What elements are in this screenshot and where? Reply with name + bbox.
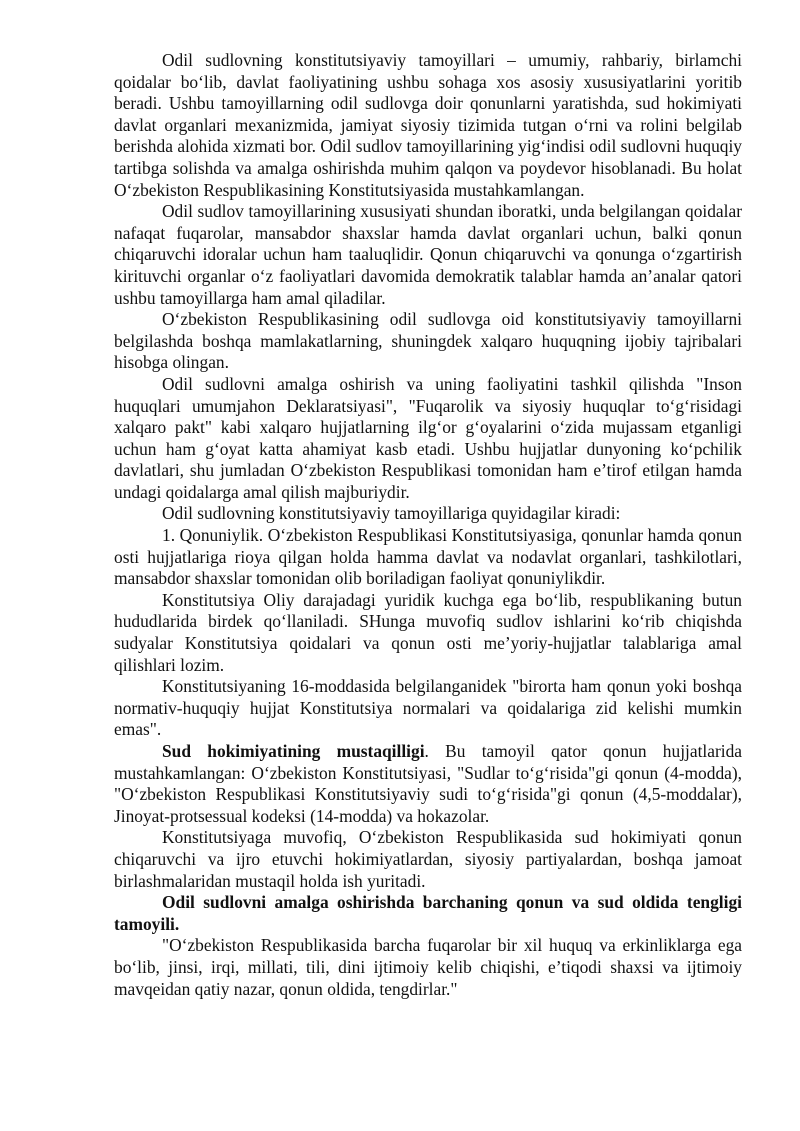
paragraph-constitution-force: Konstitutsiya Oliy darajadagi yuridik kuchga ega bo‘lib, respublikaning butun hududlarida birdek qo‘llaniladi. SHunga muvofiq sudlov ishlarini ko‘rib chiqishda sudyalar Konstitutsiya qoidalari va qonun osti me’yoriy-hujjatlar talablariga amal qilishlari lozim.: [114, 589, 742, 675]
paragraph-principles-intro: Odil sudlovning konstitutsiyaviy tamoyillari – umumiy, rahbariy, birlamchi qoidalar bo‘lib, davlat faoliyatining ushbu sohaga xos asosiy xususiyatlarini yoritib beradi. Ushbu tamoyillarning odil sudlovga doir qonunlarni yaratishda, sud hokimiyati davlat organlari mexanizmida, jamiyat siyosiy tizimida tutgan o‘rni va rolini belgilab berishda alohida xizmati bor. Odil sudlov tamoyillarining yig‘indisi odil sudlovni huquqiy tartibga solishda va amalga oshirishda muhim qalqon va poydevor hisoblanadi. Bu holat O‘zbekiston Respublikasining Konstitutsiyasida mustahkamlangan.: [114, 50, 742, 200]
paragraph-court-independence: [114, 741, 742, 827]
paragraph-article-16: Konstitutsiyaning 16-moddasida belgilanganidek "birorta ham qonun yoki boshqa normativ-huquqiy hujjat Konstitutsiya normalari va qoidalariga zid kelishi mumkin emas".: [114, 676, 742, 740]
paragraph-equality-quote: "O‘zbekiston Respublikasida barcha fuqarolar bir xil huquq va erkinliklarga ega bo‘lib, jinsi, irqi, millati, tili, dini ijtimoiy kelib chiqishi, e’tiqodi shaxsi va ijtimoiy mavqeidan qatiy nazar, qonun oldida, tengdirlar.": [114, 935, 742, 999]
heading-equality: Odil sudlovni amalga oshirishda barchaning qonun va sud oldida tengligi tamoyili.: [114, 892, 742, 934]
paragraph-legality: 1. Qonuniylik. O‘zbekiston Respublikasi Konstitutsiyasiga, qonunlar hamda qonun osti hujjatlariga rioya qilgan holda hamma davlat va nodavlat organlari, tashkilotlari, mansabdor shaxslar tomonidan olib boriladigan faoliyat qonuniylikdir.: [114, 525, 742, 589]
paragraph-principles-features: Odil sudlov tamoyillarining xususiyati shundan iboratki, unda belgilangan qoidalar nafaqat fuqarolar, mansabdor shaxslar hamda davlat organlari uchun, balki qonun chiqaruvchi idoralar uchun ham taaluqlidir. Qonun chiqaruvchi va qonunga o‘zgartirish kirituvchi organlar o‘z faoliyatlari davomida demokratik talablar hamda an’analar qatori ushbu tamoyillarga ham amal qiladilar.: [114, 201, 742, 308]
document-page: [114, 50, 742, 1000]
paragraph-principles-list-intro: Odil sudlovning konstitutsiyaviy tamoyillariga quyidagilar kiradi:: [162, 503, 621, 524]
court-independence-text: . Bu tamoyil qator qonun hujjatlarida mustahkamlangan: O‘zbekiston Konstitutsiyasi, "Sudlar to‘g‘risida"gi qonun (4-modda), "O‘zbekiston Respublikasi Konstitutsiyaviy sudi to‘g‘risida"gi qonun (4,5-moddalar), Jinoyat-protsessual kodeksi (14-modda) va hokazolar.: [114, 741, 742, 826]
paragraph-foreign-experience: O‘zbekiston Respublikasining odil sudlovga oid konstitutsiyaviy tamoyillarni belgilashda boshqa mamlakatlarning, shuningdek xalqaro huquqning ijobiy tajribalari hisobga olingan.: [114, 309, 742, 373]
paragraph-international-documents: Odil sudlovni amalga oshirish va uning faoliyatini tashkil qilishda "Inson huquqlari umumjahon Deklaratsiyasi", "Fuqarolik va siyosiy huquqlar to‘g‘risidagi xalqaro pakt" kabi xalqaro hujjatlarning ilg‘or g‘oyalarini o‘zida mujassam etganligi uchun ham g‘oyat katta ahamiyat kasb etadi. Ushbu hujjatlar dunyoning ko‘pchilik davlatlari, shu jumladan O‘zbekiston Respublikasi tomonidan ham e’tirof etilgan hamda undagi qoidalarga amal qilish majburiydir.: [114, 373, 742, 502]
paragraph-independence-followup: Konstitutsiyaga muvofiq, O‘zbekiston Respublikasida sud hokimiyati qonun chiqaruvchi va ijro etuvchi hokimiyatlardan, siyosiy partiyalardan, boshqa jamoat birlashmalaridan mustaqil holda ish yuritadi.: [114, 827, 742, 891]
heading-court-independence: Sud hokimiyatining mustaqilligi: [162, 741, 425, 761]
paragraph-equality-heading: [114, 892, 742, 935]
